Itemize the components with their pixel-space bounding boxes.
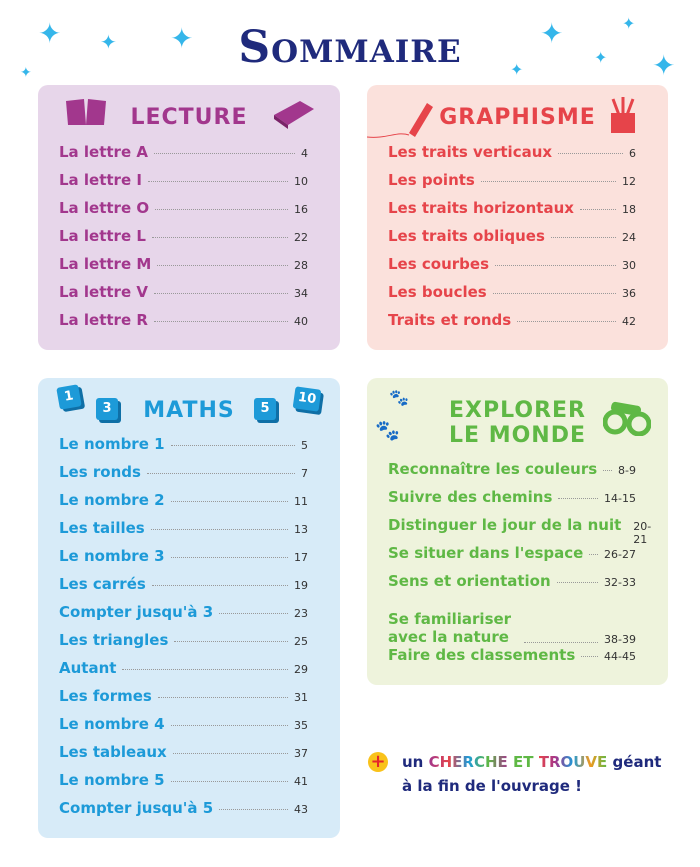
star-icon: ✦ — [170, 22, 194, 55]
entry-page: 32-33 — [604, 576, 636, 589]
entry-label: Les triangles — [59, 631, 169, 649]
page-title: Sommaire — [238, 22, 462, 73]
entry-label: Suivre des chemins — [388, 488, 553, 506]
dot-leader — [219, 613, 288, 614]
dot-leader — [148, 181, 288, 182]
dot-leader — [589, 554, 598, 555]
entry-label: Le nombre 4 — [59, 715, 165, 733]
toc-entry[interactable] — [59, 575, 308, 603]
toc-entry[interactable] — [388, 199, 636, 227]
dot-leader — [157, 265, 288, 266]
dot-leader — [147, 473, 295, 474]
dot-leader — [152, 237, 288, 238]
star-icon: ✦ — [540, 17, 564, 50]
entry-label: Les formes — [59, 687, 152, 705]
toc-entry[interactable] — [59, 603, 308, 631]
entry-page: 28 — [294, 259, 308, 272]
entry-page: 18 — [622, 203, 636, 216]
dot-leader — [493, 293, 616, 294]
entry-page: 30 — [622, 259, 636, 272]
entry-label: Se situer dans l'espace — [388, 544, 584, 562]
pencil-cup-icon — [607, 95, 641, 139]
number-cube-icon: 5 — [254, 398, 276, 420]
toc-entry[interactable] — [59, 799, 308, 827]
number-cube-icon: 10 — [293, 386, 322, 411]
dot-leader — [154, 153, 295, 154]
dot-leader — [171, 725, 288, 726]
entry-label: Les traits horizontaux — [388, 199, 574, 217]
entry-page: 43 — [294, 803, 308, 816]
dot-leader — [151, 529, 288, 530]
entry-page: 23 — [294, 607, 308, 620]
toc-entry[interactable] — [388, 600, 636, 646]
entry-label: La lettre I — [59, 171, 142, 189]
star-icon: ✦ — [20, 65, 32, 81]
toc-entry[interactable] — [388, 255, 636, 283]
dot-leader — [171, 501, 288, 502]
section-graphisme — [367, 85, 668, 350]
entry-page: 7 — [301, 467, 308, 480]
entry-label: Les points — [388, 171, 475, 189]
entry-label: Distinguer le jour de la nuit — [388, 516, 622, 534]
toc-entry[interactable] — [59, 171, 308, 199]
entry-label: Le nombre 1 — [59, 435, 165, 453]
dot-leader — [122, 669, 288, 670]
entry-page: 38-39 — [604, 633, 636, 646]
entry-page: 35 — [294, 719, 308, 732]
dot-leader — [171, 781, 288, 782]
toc-entry[interactable] — [59, 687, 308, 715]
section-maths — [38, 378, 340, 838]
entry-page: 8-9 — [618, 464, 636, 477]
entry-label: Sens et orientation — [388, 572, 551, 590]
entry-label: Les ronds — [59, 463, 141, 481]
toc-entry[interactable] — [59, 227, 308, 255]
heading-line-2: LE MONDE — [448, 423, 586, 448]
section-heading: MATHS — [143, 398, 235, 423]
toc-entry[interactable] — [388, 460, 636, 488]
entry-page: 24 — [622, 231, 636, 244]
section-heading: LECTURE — [130, 105, 248, 130]
entry-page: 42 — [622, 315, 636, 328]
dot-leader — [154, 321, 288, 322]
section-lecture — [38, 85, 340, 350]
entry-page: 40 — [294, 315, 308, 328]
entry-label: Les carrés — [59, 575, 146, 593]
paw-print-icon: 🐾 — [389, 388, 409, 407]
entry-page: 14-15 — [604, 492, 636, 505]
dot-leader — [580, 209, 616, 210]
entry-label: Les tableaux — [59, 743, 167, 761]
entry-page: 5 — [301, 439, 308, 452]
toc-entry[interactable] — [388, 143, 636, 171]
entry-page: 12 — [622, 175, 636, 188]
entry-label: Compter jusqu'à 5 — [59, 799, 214, 817]
toc-entry[interactable] — [59, 743, 308, 771]
toc-entry[interactable] — [59, 311, 308, 339]
entry-label: La lettre V — [59, 283, 148, 301]
entry-page: 41 — [294, 775, 308, 788]
entry-page: 17 — [294, 551, 308, 564]
entry-label: Le nombre 3 — [59, 547, 165, 565]
entry-label: Les traits verticaux — [388, 143, 553, 161]
dot-leader — [219, 809, 288, 810]
note-text: un — [402, 753, 424, 771]
note-text: à la fin de l'ouvrage ! — [402, 777, 582, 795]
entry-page: 29 — [294, 663, 308, 676]
entry-page: 10 — [294, 175, 308, 188]
toc-entry[interactable] — [388, 171, 636, 199]
entry-label: Faire des classements — [388, 646, 576, 664]
toc-entry[interactable] — [388, 544, 636, 572]
star-icon: ✦ — [622, 14, 636, 33]
entry-page: 11 — [294, 495, 308, 508]
note-et: ET — [513, 753, 534, 771]
dot-leader — [517, 321, 616, 322]
toc-entry[interactable] — [59, 547, 308, 575]
entry-page: 31 — [294, 691, 308, 704]
entry-label: Reconnaître les couleurs — [388, 460, 598, 478]
note-text: géant — [612, 753, 662, 771]
dot-leader — [524, 642, 598, 643]
entry-page: 37 — [294, 747, 308, 760]
dot-leader — [158, 697, 288, 698]
entry-label: Le nombre 2 — [59, 491, 165, 509]
entry-label: La lettre O — [59, 199, 150, 217]
toc-entry[interactable] — [59, 519, 308, 547]
entry-page: 6 — [629, 147, 636, 160]
dot-leader — [603, 470, 612, 471]
toc-entry[interactable] — [59, 631, 308, 659]
toc-entry[interactable] — [59, 771, 308, 799]
toc-entry[interactable] — [59, 435, 308, 463]
dot-leader — [558, 153, 623, 154]
dot-leader — [171, 445, 295, 446]
toc-entry[interactable] — [388, 572, 636, 600]
star-icon: ✦ — [510, 60, 524, 79]
entry-label: La lettre R — [59, 311, 148, 329]
bonus-note — [370, 750, 661, 798]
toc-entry[interactable] — [388, 283, 636, 311]
entry-page: 22 — [294, 231, 308, 244]
dot-leader — [152, 585, 288, 586]
entry-page: 36 — [622, 287, 636, 300]
entry-page: 4 — [301, 147, 308, 160]
number-cube-icon: 1 — [56, 384, 81, 409]
entry-label: Les courbes — [388, 255, 489, 273]
note-trouve: TROUVE — [538, 753, 608, 771]
entry-label: Les boucles — [388, 283, 487, 301]
dot-leader — [173, 753, 288, 754]
heading-line-1: EXPLORER — [449, 398, 586, 423]
entry-page: 13 — [294, 523, 308, 536]
dot-leader — [481, 181, 616, 182]
toc-entry[interactable] — [59, 255, 308, 283]
entry-label: Compter jusqu'à 3 — [59, 603, 214, 621]
toc-entry[interactable] — [59, 463, 308, 491]
toc-entry[interactable] — [388, 488, 636, 516]
entry-label: Le nombre 5 — [59, 771, 165, 789]
toc-entry[interactable] — [59, 659, 308, 687]
section-heading — [427, 398, 608, 448]
dot-leader — [581, 656, 598, 657]
toc-entry[interactable] — [59, 283, 308, 311]
toc-entry[interactable] — [59, 199, 308, 227]
entry-label: Traits et ronds — [388, 311, 512, 329]
entry-label: Autant — [59, 659, 117, 677]
entry-page: 34 — [294, 287, 308, 300]
toc-entry[interactable] — [388, 516, 652, 546]
entry-page: 44-45 — [604, 650, 636, 663]
toc-entry[interactable] — [59, 491, 308, 519]
section-heading: GRAPHISME — [439, 105, 596, 130]
paw-print-icon: 🐾 — [375, 418, 400, 442]
toc-entry[interactable] — [388, 311, 636, 339]
entry-label: La lettre M — [59, 255, 152, 273]
entry-label: Les tailles — [59, 519, 145, 537]
entry-label: Les traits obliques — [388, 227, 545, 245]
dot-leader — [551, 237, 616, 238]
dot-leader — [171, 557, 288, 558]
star-icon: ✦ — [100, 30, 117, 54]
entry-page: 20-21 — [633, 520, 652, 546]
star-icon: ✦ — [38, 17, 62, 50]
toc-entry[interactable] — [388, 646, 636, 674]
entry-page: 16 — [294, 203, 308, 216]
entry-label: La lettre L — [59, 227, 146, 245]
note-cherche: CHERCHE — [428, 753, 508, 771]
dot-leader — [495, 265, 616, 266]
plus-icon: + — [368, 752, 388, 772]
star-icon: ✦ — [652, 49, 676, 82]
entry-page: 19 — [294, 579, 308, 592]
dot-leader — [154, 293, 288, 294]
toc-entry[interactable] — [59, 715, 308, 743]
toc-entry[interactable] — [59, 143, 308, 171]
dot-leader — [174, 641, 288, 642]
closed-book-icon — [270, 95, 318, 135]
binoculars-icon — [603, 400, 651, 440]
toc-entry[interactable] — [388, 227, 636, 255]
star-icon: ✦ — [594, 48, 608, 67]
dot-leader — [558, 498, 598, 499]
dot-leader — [557, 582, 598, 583]
entry-label: Se familiariser avec la nature — [388, 610, 512, 646]
entry-page: 25 — [294, 635, 308, 648]
section-explorer — [367, 378, 668, 685]
dot-leader — [155, 209, 288, 210]
number-cube-icon: 3 — [96, 398, 118, 420]
entry-label: La lettre A — [59, 143, 148, 161]
entry-page: 26-27 — [604, 548, 636, 561]
